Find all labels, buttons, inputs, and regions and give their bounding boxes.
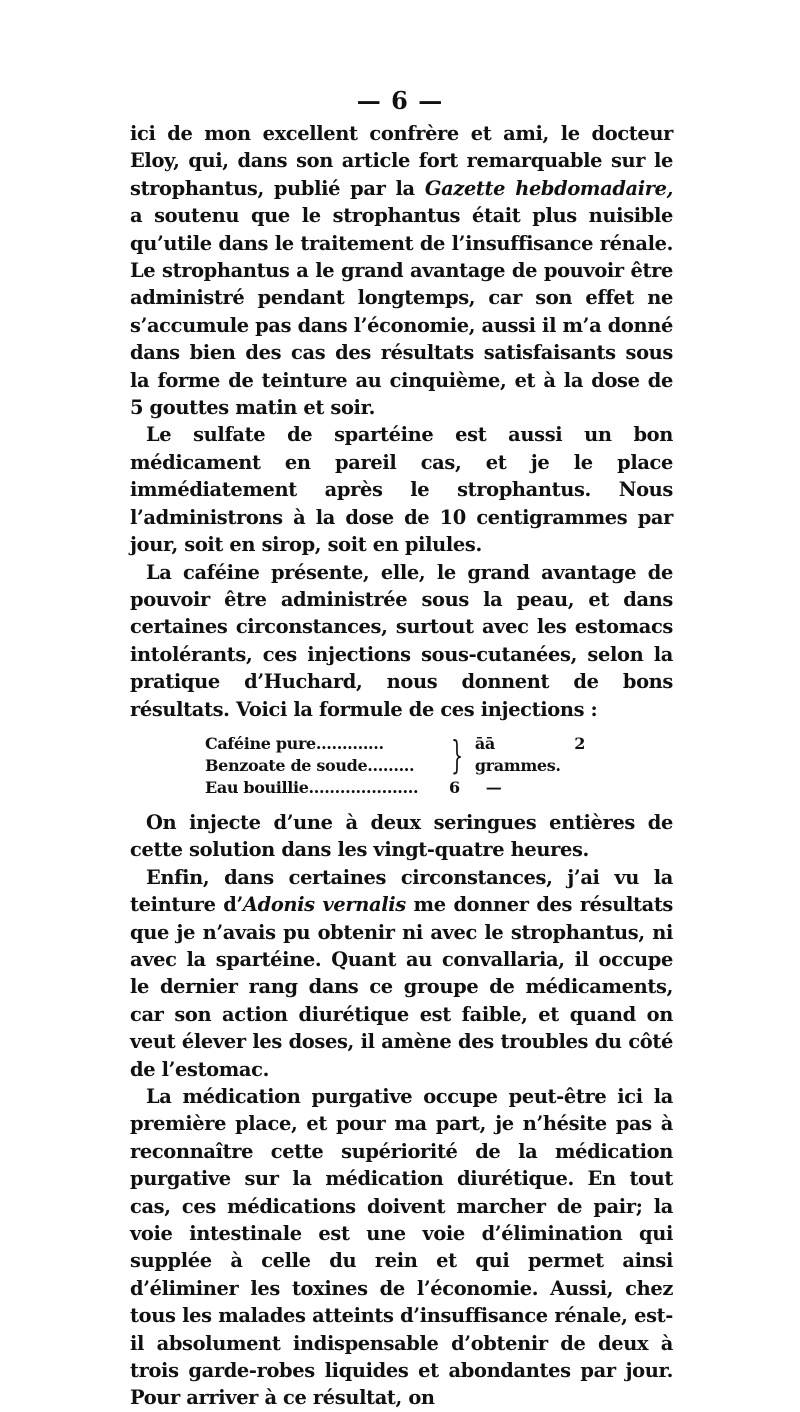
formula-ingredient-benzoate: Benzoate de soude......... xyxy=(205,755,415,775)
injection-formula xyxy=(205,733,585,799)
formula-line-water xyxy=(205,777,585,799)
paragraph-6: La médication purgative occupe peut-être ici la première place, et pour ma part, je n’hésite pas à reconnaître cette supériorité de la médication purgative sur la médication diurétique. En tout cas, ces médications doivent marcher de pair; la voie intestinale est une voie d’élimination qui supplée à celle du rein et qui permet ainsi d’éliminer les toxines de l’économie. Aussi, chez tous les malades atteints d’insuffisance rénale, est-il absolument indispensable d’obtenir de deux à trois garde-robes liquides et abondantes par jour. Pour arriver à ce résultat, on xyxy=(130,1085,673,1410)
paragraph-1-text-a: ici de mon excellent confrère et ami, le docteur Eloy, qui, dans son article fort remarquable sur le strophantus, publié par la xyxy=(130,122,673,200)
formula-quantity-shared: āā 2 grammes. xyxy=(474,733,585,775)
plant-name: Adonis vernalis xyxy=(242,893,406,917)
paragraph-5 xyxy=(130,864,673,1083)
journal-title: Gazette hebdomadaire, xyxy=(424,176,674,200)
brace-icon: } xyxy=(450,732,463,777)
body-text xyxy=(130,120,673,1412)
formula-ingredient-caffeine: Caféine pure............. xyxy=(205,733,384,753)
page-number: — 6 — xyxy=(356,86,444,115)
paragraph-1 xyxy=(130,120,673,421)
paragraph-1-text-c: a soutenu que le strophantus était plus nuisible qu’utile dans le traitement de l’insuffisance rénale. Le strophantus a le grand avantage de pouvoir être administré pendant longtemps, car son effet ne s’accumule pas dans l’économie, aussi il m’a donné dans bien des cas des résultats satisfaisants sous la forme de teinture au cinquième, et à la dose de 5 gouttes matin et soir. xyxy=(130,204,673,420)
paragraph-4: On injecte d’une à deux seringues entières de cette solution dans les vingt-quatre heures. xyxy=(130,810,673,862)
paragraph-5-text-c: me donner des résultats que je n’avais pu obtenir ni avec le strophantus, ni avec la spartéine. Quant au convallaria, il occupe le dernier rang dans ce groupe de médicaments, car son action diurétique est faible, et quand on veut élever les doses, il amène des troubles du côté de l’estomac. xyxy=(130,893,673,1081)
paragraph-2: Le sulfate de spartéine est aussi un bon médicament en pareil cas, et je le place immédiatement après le strophantus. Nous l’administrons à la dose de 10 centigrammes par jour, soit en sirop, soit en pilules. xyxy=(130,423,673,557)
formula-unit-ditto: — xyxy=(485,777,502,797)
formula-group xyxy=(205,733,585,777)
paragraph-3: La caféine présente, elle, le grand avantage de pouvoir être administrée sous la peau, et dans certaines circonstances, surtout avec les estomacs intolérants, ces injections sous-cutanées, selon la pratique d’Huchard, nous donnent de bons résultats. Voici la formule de ces injections : xyxy=(130,560,673,721)
paragraph-5-text-a: Enfin, dans certaines circonstances, j’ai vu la teinture d’ xyxy=(130,865,673,917)
formula-ingredient-water: Eau bouillie..................... xyxy=(205,777,419,797)
formula-quantity-water: 6 xyxy=(449,777,460,797)
